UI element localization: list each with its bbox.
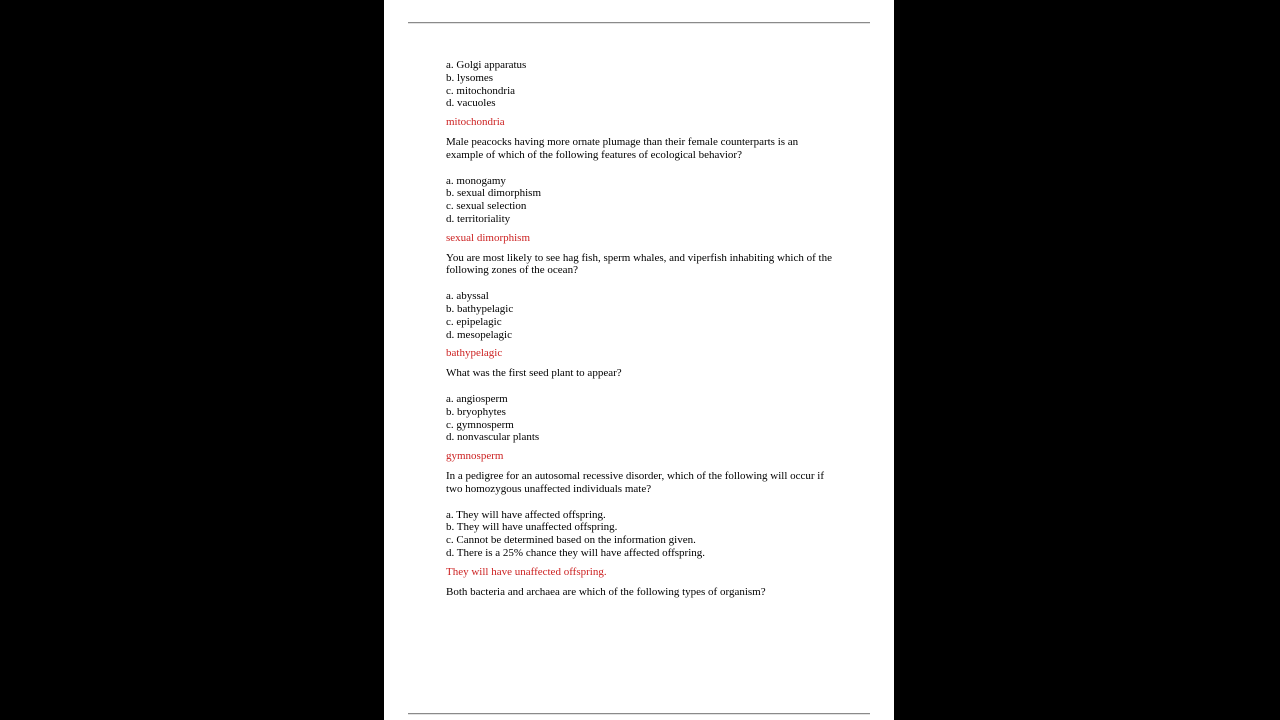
answer-text: bathypelagic (446, 347, 503, 360)
option-item: d. There is a 25% chance they will have affected offspring. (446, 546, 706, 559)
question-text: Both bacteria and archaea are which of the following types of organism? (446, 585, 766, 598)
option-item: a. They will have affected offspring. (446, 508, 606, 521)
question-text: Male peacocks having more ornate plumage than their female counterparts is an example of which of the following features of ecological behavior? (446, 135, 799, 161)
option-item: d. vacuoles (446, 97, 496, 110)
option-item: d. nonvascular plants (446, 431, 540, 444)
options-list (446, 509, 834, 560)
option-item: b. bathypelagic (446, 302, 514, 315)
footer-rule (408, 713, 870, 715)
option-item: a. Golgi apparatus (446, 59, 527, 71)
question-text: You are most likely to see hag fish, sperm whales, and viperfish inhabiting which of the following zones of the ocean? (446, 251, 832, 277)
question-text: In a pedigree for an autosomal recessive disorder, which of the following will occur if two homozygous unaffected individuals mate? (446, 469, 825, 495)
option-item: c. epipelagic (446, 315, 502, 328)
option-item: a. angiosperm (446, 392, 508, 405)
options-list (446, 290, 834, 341)
option-item: b. They will have unaffected offspring. (446, 521, 618, 534)
options-list (446, 175, 834, 226)
option-item: c. mitochondria (446, 84, 516, 97)
option-item: b. lysomes (446, 71, 494, 84)
option-item: c. sexual selection (446, 200, 527, 213)
answer-text: mitochondria (446, 116, 505, 129)
option-item: a. abyssal (446, 290, 489, 303)
option-item: a. monogamy (446, 174, 506, 187)
answer-text: gymnosperm (446, 450, 504, 463)
option-item: d. mesopelagic (446, 328, 512, 341)
option-item: c. Cannot be determined based on the information given. (446, 534, 696, 547)
option-item: d. territoriality (446, 212, 511, 225)
option-item: c. gymnosperm (446, 418, 514, 431)
options-list (446, 59, 834, 110)
question-text: What was the first seed plant to appear? (446, 367, 622, 380)
header-rule (408, 22, 870, 24)
option-item: b. bryophytes (446, 405, 506, 418)
document-page (384, 0, 894, 720)
document-content (446, 59, 834, 611)
option-item: b. sexual dimorphism (446, 187, 542, 200)
answer-text: sexual dimorphism (446, 231, 531, 244)
options-list (446, 393, 834, 444)
answer-text: They will have unaffected offspring. (446, 565, 607, 578)
